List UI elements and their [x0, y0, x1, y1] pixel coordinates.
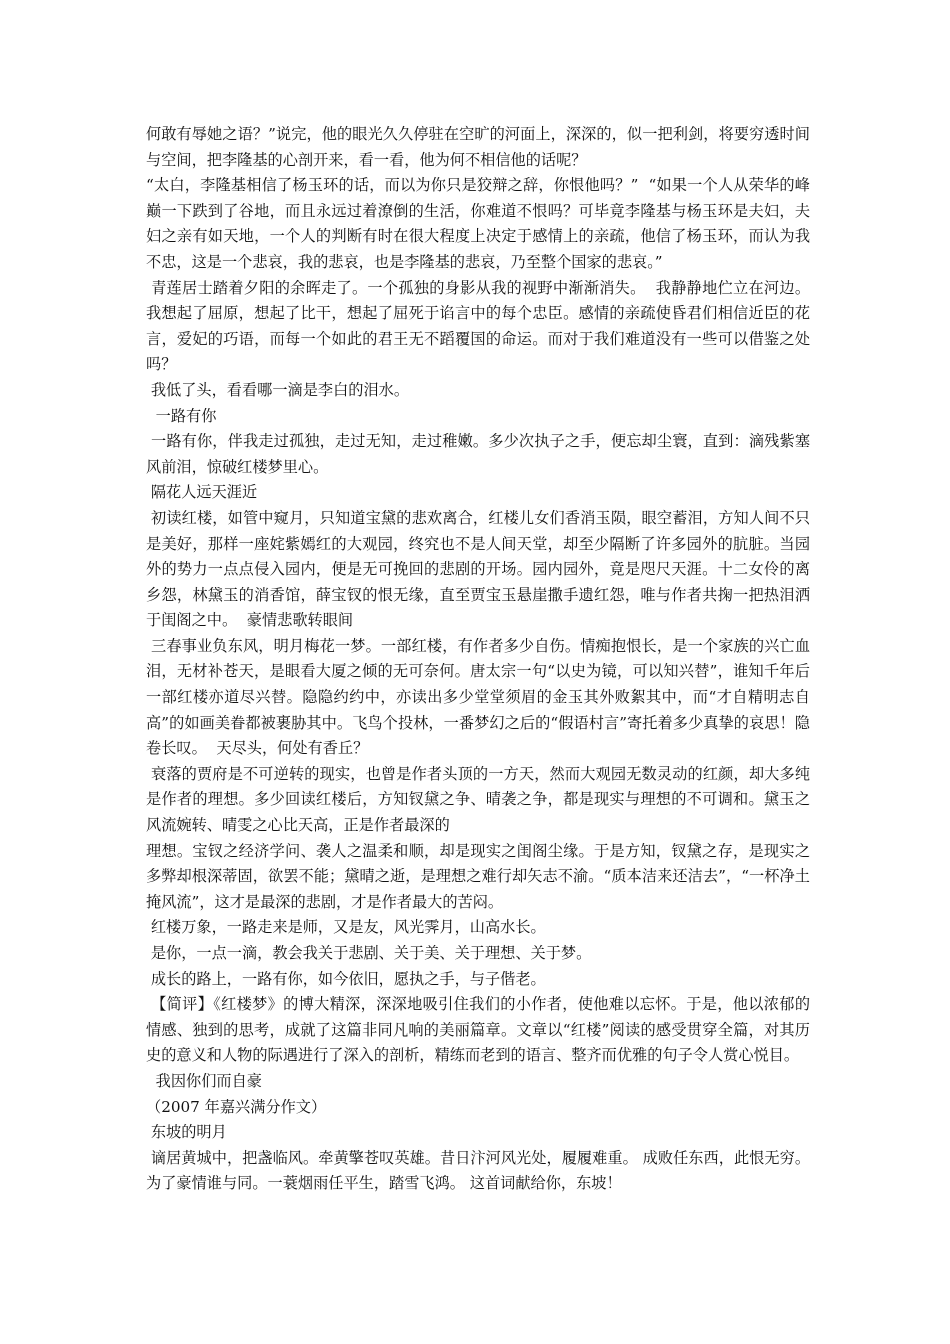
section-heading: 隔花人远天涯近 — [146, 483, 258, 502]
article-title: 我因你们而自豪 — [146, 1071, 262, 1090]
paragraph: 三春事业负东风，明月梅花一梦。一部红楼，有作者多少自伤。情痴抱恨长，是一个家族的兴亡血泪，无材补苍天，是眼看大厦之倾的无可奈何。唐太宗一句“以史为镜，可以知兴替”，谁知千年后一部红楼亦道尽兴替。隐隐约约中，亦读出多少堂堂须眉的金玉其外败絮其中，而“才自精明志自高”的如画美眷都被裹胁其中。飞鸟个投林，一番梦幻之后的“假语村言”寄托着多少真挚的哀思！隐卷长叹。 天尽头，何处有香丘？ — [146, 636, 811, 758]
article-source: （2007 年嘉兴满分作文） — [146, 1097, 327, 1116]
paragraph: 青莲居士踏着夕阳的余晖走了。一个孤独的身影从我的视野中渐渐消失。 我静静地伫立在河边。我想起了屈原，想起了比干，想起了屈死于谄言中的每个忠臣。感情的亲疏使昏君们相信近臣的花言，爱妃的巧语，而每一个如此的君王无不蹈覆国的命运。而对于我们难道没有一些可以借鉴之处吗？ — [146, 278, 811, 374]
section-heading: 一路有你 — [146, 406, 217, 425]
paragraph: 初读红楼，如管中窥月，只知道宝黛的悲欢离合，红楼儿女们香消玉陨，眼空蓄泪，方知人间不只是美好，那样一座姹紫嫣红的大观园，终究也不是人间天堂，却至少隔断了许多园外的肮脏。当园外的势力一点点侵入园内，便是无可挽回的悲剧的开场。园内园外，竟是咫尺天涯。十二女伶的离乡怨，林黛玉的消香馆，薛宝钗的恨无缘，直至贾宝玉悬崖撒手遗红怨，唯与作者共掬一把热泪洒于闺阁之中。 豪情悲歌转眼间 — [146, 508, 811, 630]
paragraph: 我低了头，看看哪一滴是李白的泪水。 — [146, 380, 410, 399]
document-body — [146, 122, 810, 1197]
paragraph: 何敢有辱她之语？”说完，他的眼光久久停驻在空旷的河面上，深深的，似一把利剑，将要穷透时间与空间，把李隆基的心剖开来，看一看，他为何不相信他的话呢？ — [146, 125, 810, 169]
paragraph: 红楼万象，一路走来是师，又是友，风光霁月，山高水长。 — [146, 918, 546, 937]
paragraph: 衰落的贾府是不可逆转的现实，也曾是作者头顶的一方天，然而大观园无数灵动的红颜，却大多纯是作者的理想。多少回读红楼后，方知钗黛之争、晴袭之争，都是现实与理想的不可调和。黛玉之风流婉转、晴雯之心比天高，正是作者最深的 — [146, 764, 811, 835]
paragraph: 谪居黄城中，把盏临风。牵黄擎苍叹英雄。昔日汴河风光处，履履难重。 成败任东西，此恨无穷。为了豪情谁与同。一蓑烟雨任平生，踏雪飞鸿。 这首词献给你，东坡！ — [146, 1148, 811, 1193]
commentary-paragraph: 【简评】《红楼梦》的博大精深，深深地吸引住我们的小作者，使他难以忘怀。于是，他以浓郁的情感、独到的思考，成就了这篇非同凡响的美丽篇章。文章以“红楼”阅读的感受贯穿全篇，对其历史的意义和人物的际遇进行了深入的剖析，精练而老到的语言、整齐而优雅的句子令人赏心悦目。 — [146, 995, 811, 1065]
section-heading: 东坡的明月 — [146, 1123, 227, 1142]
paragraph: “太白，李隆基相信了杨玉环的话，而以为你只是狡辩之辞，你恨他吗？” “如果一个人从荣华的峰巅一下跌到了谷地，而且永远过着潦倒的生活，你难道不恨吗？可毕竟李隆基与杨玉环是夫妇，夫妇之亲有如天地，一个人的判断有时在很大程度上决定于感情上的亲疏，他信了杨玉环，而认为我不忠，这是一个悲哀，我的悲哀，也是李隆基的悲哀，乃至整个国家的悲哀。” — [146, 176, 810, 271]
paragraph: 一路有你，伴我走过孤独，走过无知，走过稚嫩。多少次执子之手，便忘却尘寰，直到：滴残紫塞风前泪，惊破红楼梦里心。 — [146, 432, 811, 476]
paragraph: 是你，一点一滴，教会我关于悲剧、关于美、关于理想、关于梦。 — [146, 944, 592, 962]
paragraph: 成长的路上，一路有你，如今依旧，愿执之手，与子偕老。 — [146, 969, 546, 988]
paragraph: 理想。宝钗之经济学问、袭人之温柔和顺，却是现实之闺阁尘缘。于是方知，钗黛之存，是现实之多弊却根深蒂固，欲罢不能；黛晴之逝，是理想之难行却矢志不渝。“质本洁来还洁去”，“一杯净土掩风流”，这才是最深的悲剧，才是作者最大的苦闷。 — [146, 841, 810, 911]
